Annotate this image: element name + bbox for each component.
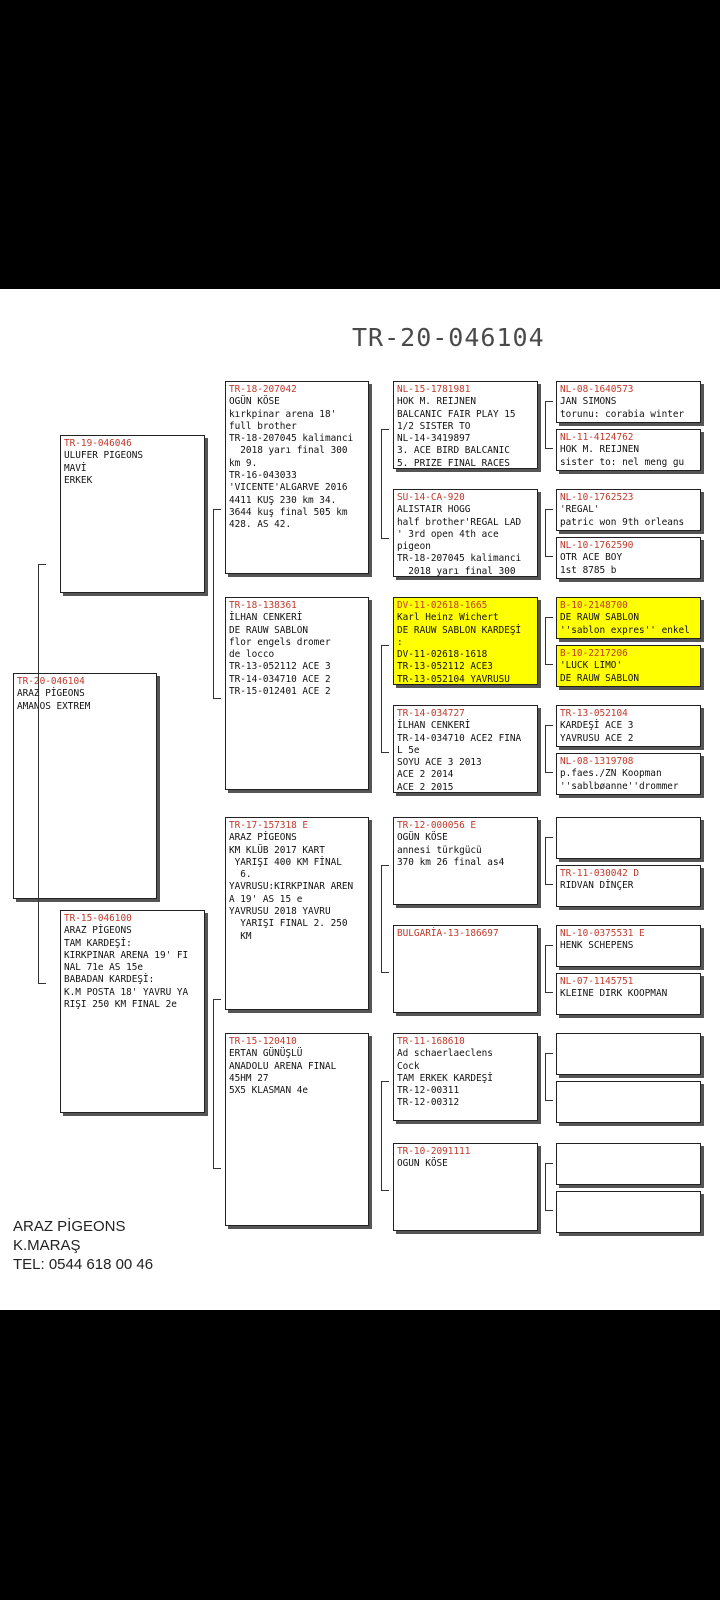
bird-info-line: 'LUCK LIMO' [560, 660, 623, 672]
sire-box [60, 435, 205, 593]
ancestor-box [556, 489, 701, 531]
bird-ring-id: NL-08-1319708 [560, 756, 634, 767]
bird-info-line: KARDEŞİ ACE 3 [560, 720, 634, 732]
bird-info-line: ERTAN GÜNÜŞLÜ [229, 1048, 303, 1060]
breeder-name: ARAZ PİGEONS [13, 1218, 126, 1235]
bird-ring-id: DV-11-02618-1665 [397, 600, 488, 611]
ancestor-box [556, 817, 701, 859]
bird-info-line: flor engels dromer [229, 636, 331, 648]
ancestor-box [556, 537, 701, 579]
bird-info-line: de locco [229, 649, 275, 661]
tree-connector [545, 509, 553, 557]
bird-info-line: torunu: corabia winter [560, 408, 685, 420]
bird-ring-id: TR-13-052104 [560, 708, 628, 719]
bird-info-line: pigeon [397, 541, 431, 553]
bird-info-line: TR-18-207045 kalimanci [229, 433, 354, 445]
bird-info-line: OTR ACE BOY [560, 552, 623, 564]
bird-info-line: ERKEK [64, 474, 93, 486]
ancestor-box [556, 1191, 701, 1233]
bird-info-line: JAN SIMONS [560, 396, 617, 408]
bird-ring-id: NL-07-1145751 [560, 976, 634, 987]
great-grandparent-box [393, 705, 538, 793]
bird-info-line: ' 3rd open 4th ace [397, 528, 499, 540]
bird-info-line: TR-18-207045 kalimanci [397, 553, 522, 565]
bird-info-line: TR-12-00312 [397, 1097, 460, 1109]
bird-info-line: YARIŞI 400 KM FİNAL [229, 856, 342, 868]
bird-info-line: half brother'REGAL LAD [397, 516, 522, 528]
grandparent-box [225, 381, 369, 574]
bird-ring-id: NL-10-0375531 E [560, 928, 645, 939]
bird-info-line: TR-16-043033 [229, 470, 297, 482]
bird-info-line: DE RAUW SABLON [560, 612, 640, 624]
bird-info-line: YARIŞI FINAL 2. 250 [229, 918, 348, 930]
bird-info-line: TR-13-052104 YAVRUSU [397, 673, 510, 685]
bird-ring-id: TR-11-030042 D [560, 868, 640, 879]
bird-ring-id: NL-15-1781981 [397, 384, 471, 395]
bird-ring-id: TR-15-046100 [64, 913, 132, 924]
bird-ring-id: TR-12-000056 E [397, 820, 477, 831]
bird-info-line: ARAZ PİGEONS [17, 688, 85, 700]
bird-info-line: TR-15-012401 ACE 2 [229, 686, 331, 698]
bird-info-line: DV-11-02618-1618 [397, 649, 488, 661]
bird-info-line: ARAZ PİGEONS [229, 832, 297, 844]
breeder-city: K.MARAŞ [13, 1237, 81, 1254]
bird-info-line: OGÜN KÖSE [229, 396, 280, 408]
bird-ring-id: TR-11-168610 [397, 1036, 465, 1047]
great-grandparent-box [393, 817, 538, 905]
ancestor-box [556, 705, 701, 747]
ancestor-box [556, 865, 701, 907]
ancestor-box [556, 753, 701, 795]
bird-info-line: 370 km 26 final as4 [397, 856, 505, 868]
tree-connector [545, 617, 553, 665]
bird-info-line: ARAZ PİGEONS [64, 925, 132, 937]
ancestor-box [556, 925, 701, 967]
bird-info-line: OGUN KÖSE [397, 1158, 448, 1170]
bird-info-line: kırkpinar arena 18' [229, 408, 337, 420]
bird-info-line: OGÜN KÖSE [397, 832, 448, 844]
bird-info-line: 6. [229, 869, 252, 881]
ancestor-box [556, 973, 701, 1015]
bird-info-line: TAM ERKEK KARDEŞİ [397, 1072, 493, 1084]
bird-ring-id: TR-17-157318 E [229, 820, 309, 831]
bird-info-line: K.M POSTA 18' YAVRU YA [64, 986, 189, 998]
bird-info-line: TR-13-052112 ACE 3 [229, 661, 331, 673]
grandparent-box [225, 1033, 369, 1226]
bird-info-line: TR-14-034710 ACE 2 [229, 673, 331, 685]
bird-ring-id: TR-18-207042 [229, 384, 297, 395]
great-grandparent-box [393, 1143, 538, 1231]
bird-info-line: 'REGAL' [560, 504, 600, 516]
bird-info-line: İLHAN CENKERİ [397, 720, 471, 732]
bird-ring-id: TR-10-2091111 [397, 1146, 471, 1157]
bird-info-line: MAVİ [64, 462, 87, 474]
ancestor-box [556, 645, 701, 687]
bird-ring-id: SU-14-CA-920 [397, 492, 465, 503]
bird-ring-id: NL-11-4124762 [560, 432, 634, 443]
bird-info-line: 1/2 SISTER TO [397, 420, 471, 432]
bird-info-line: KM [229, 930, 252, 942]
bird-info-line: RIDVAN DİNÇER [560, 880, 634, 892]
bird-info-line: Ad schaerlaeclens [397, 1048, 493, 1060]
bird-info-line: TAM KARDEŞİ: [64, 937, 132, 949]
bird-info-line: BABADAN KARDEŞİ: [64, 974, 155, 986]
bird-info-line: HOK M. REIJNEN [560, 444, 640, 456]
bird-info-line: 45HM 27 [229, 1072, 269, 1084]
bird-info-line: patric won 9th orleans [560, 516, 685, 528]
bird-ring-id: B-10-2217206 [560, 648, 628, 659]
grandparent-box [225, 597, 369, 790]
great-grandparent-box [393, 381, 538, 469]
tree-connector [545, 725, 553, 773]
tree-connector [545, 945, 553, 993]
ancestor-box [556, 597, 701, 639]
bird-info-line: ULUFER PIGEONS [64, 450, 144, 462]
bird-ring-id: NL-10-1762523 [560, 492, 634, 503]
bird-info-line: KLEINE DIRK KOOPMAN [560, 988, 668, 1000]
breeder-footer [13, 1217, 153, 1274]
bird-info-line: NAL 71e AS 15e [64, 962, 144, 974]
bird-info-line: 5. PRIZE FINAL RACES [397, 457, 510, 469]
bird-info-line: annesi türkgücü [397, 844, 482, 856]
grandparent-box [225, 817, 369, 1010]
bird-info-line: BALCANIC FAIR PLAY 15 [397, 408, 516, 420]
bird-info-line: HENK SCHEPENS [560, 940, 634, 952]
bird-info-line: AMANOS EXTREM [17, 700, 91, 712]
bird-info-line: NL-14-3419897 [397, 433, 471, 445]
bird-info-line: 'VICENTE'ALGARVE 2016 [229, 482, 348, 494]
bird-info-line: ANADOLU ARENA FINAL [229, 1060, 337, 1072]
bird-info-line: p.faes./ZN Koopman [560, 768, 662, 780]
ancestor-box [556, 1081, 701, 1123]
tree-connector [545, 1163, 553, 1211]
tree-connector [545, 837, 553, 885]
bird-info-line: RIŞI 250 KM FINAL 2e [64, 999, 177, 1011]
pedigree-sheet [0, 289, 720, 1310]
bird-info-line: A 19' AS 15 e [229, 893, 303, 905]
tree-connector [545, 1053, 553, 1101]
bird-info-line: TR-13-052112 ACE3 [397, 661, 493, 673]
bird-info-line: DE RAUW SABLON [560, 672, 640, 684]
bird-info-line: YAVRUSU ACE 2 [560, 732, 634, 744]
ancestor-box [556, 429, 701, 471]
bird-info-line: KIRKPINAR ARENA 19' FI [64, 949, 189, 961]
subject-bird-box [13, 673, 157, 899]
bird-info-line: HOK M. REIJNEN [397, 396, 477, 408]
bird-info-line: ALISTAIR HOGG [397, 504, 471, 516]
bird-info-line: 1st 8785 b [560, 564, 617, 576]
bird-info-line: L 5e [397, 744, 420, 756]
bird-ring-id: TR-14-034727 [397, 708, 465, 719]
bird-info-line: 5X5 KLASMAN 4e [229, 1085, 309, 1097]
bird-info-line: Karl Heinz Wichert [397, 612, 499, 624]
bird-ring-id: TR-15-120410 [229, 1036, 297, 1047]
bird-info-line: ACE 2 2015 [397, 781, 454, 793]
pedigree-title: TR-20-046104 [352, 323, 545, 352]
great-grandparent-box [393, 1033, 538, 1121]
great-grandparent-box [393, 597, 538, 685]
dam-box [60, 910, 205, 1113]
bird-info-line: KM KLÜB 2017 KART [229, 844, 325, 856]
bird-info-line: YAVRUSU 2018 YAVRU [229, 906, 331, 918]
bird-info-line: DE RAUW SABLON [229, 624, 309, 636]
great-grandparent-box [393, 925, 538, 1013]
bird-info-line: ACE 2 2014 [397, 769, 454, 781]
bird-info-line: km 9. [229, 457, 258, 469]
bird-info-line: ''sablbøanne''drommer [560, 780, 679, 792]
bird-ring-id: BULGARİA-13-186697 [397, 928, 499, 939]
bird-info-line: 2018 yarı final 300 [397, 565, 516, 577]
bird-info-line: : [397, 636, 403, 648]
tree-connector [545, 401, 553, 449]
bird-info-line: 3. ACE BIRD BALCANIC [397, 445, 510, 457]
great-grandparent-box [393, 489, 538, 577]
bird-info-line: sister to: nel meng gu [560, 456, 685, 468]
bird-ring-id: TR-18-138361 [229, 600, 297, 611]
tree-connector [381, 429, 389, 539]
bird-info-line: SOYU ACE 3 2013 [397, 757, 482, 769]
bird-info-line: TR-12-00311 [397, 1085, 460, 1097]
bird-info-line: DE RAUW SABLON KARDEŞİ [397, 624, 522, 636]
subject-connector [38, 564, 46, 984]
tree-connector [213, 999, 221, 1169]
bird-info-line: İLHAN CENKERİ [229, 612, 303, 624]
bird-info-line: 3644 kuş final 505 km [229, 506, 348, 518]
tree-connector [381, 1081, 389, 1191]
bird-info-line: Cock [397, 1060, 420, 1072]
bird-info-line: 4411 KUŞ 230 km 34. [229, 494, 337, 506]
bird-ring-id: NL-08-1640573 [560, 384, 634, 395]
bird-ring-id: TR-20-046104 [17, 676, 85, 687]
bird-info-line: 2018 yarı final 300 [229, 445, 348, 457]
ancestor-box [556, 1143, 701, 1185]
bird-info-line: full brother [229, 420, 297, 432]
bird-info-line: YAVRUSU:KIRKPINAR AREN [229, 881, 354, 893]
bird-ring-id: B-10-2148700 [560, 600, 628, 611]
bird-info-line: ''sablon expres'' enkel [560, 624, 690, 636]
bird-ring-id: NL-10-1762590 [560, 540, 634, 551]
ancestor-box [556, 381, 701, 423]
tree-connector [381, 865, 389, 973]
bird-ring-id: TR-19-046046 [64, 438, 132, 449]
tree-connector [381, 645, 389, 753]
bird-info-line: 428. AS 42. [229, 519, 292, 531]
tree-connector [213, 509, 221, 699]
bird-info-line: TR-14-034710 ACE2 FINA [397, 732, 522, 744]
breeder-phone: TEL: 0544 618 00 46 [13, 1256, 154, 1273]
ancestor-box [556, 1033, 701, 1075]
